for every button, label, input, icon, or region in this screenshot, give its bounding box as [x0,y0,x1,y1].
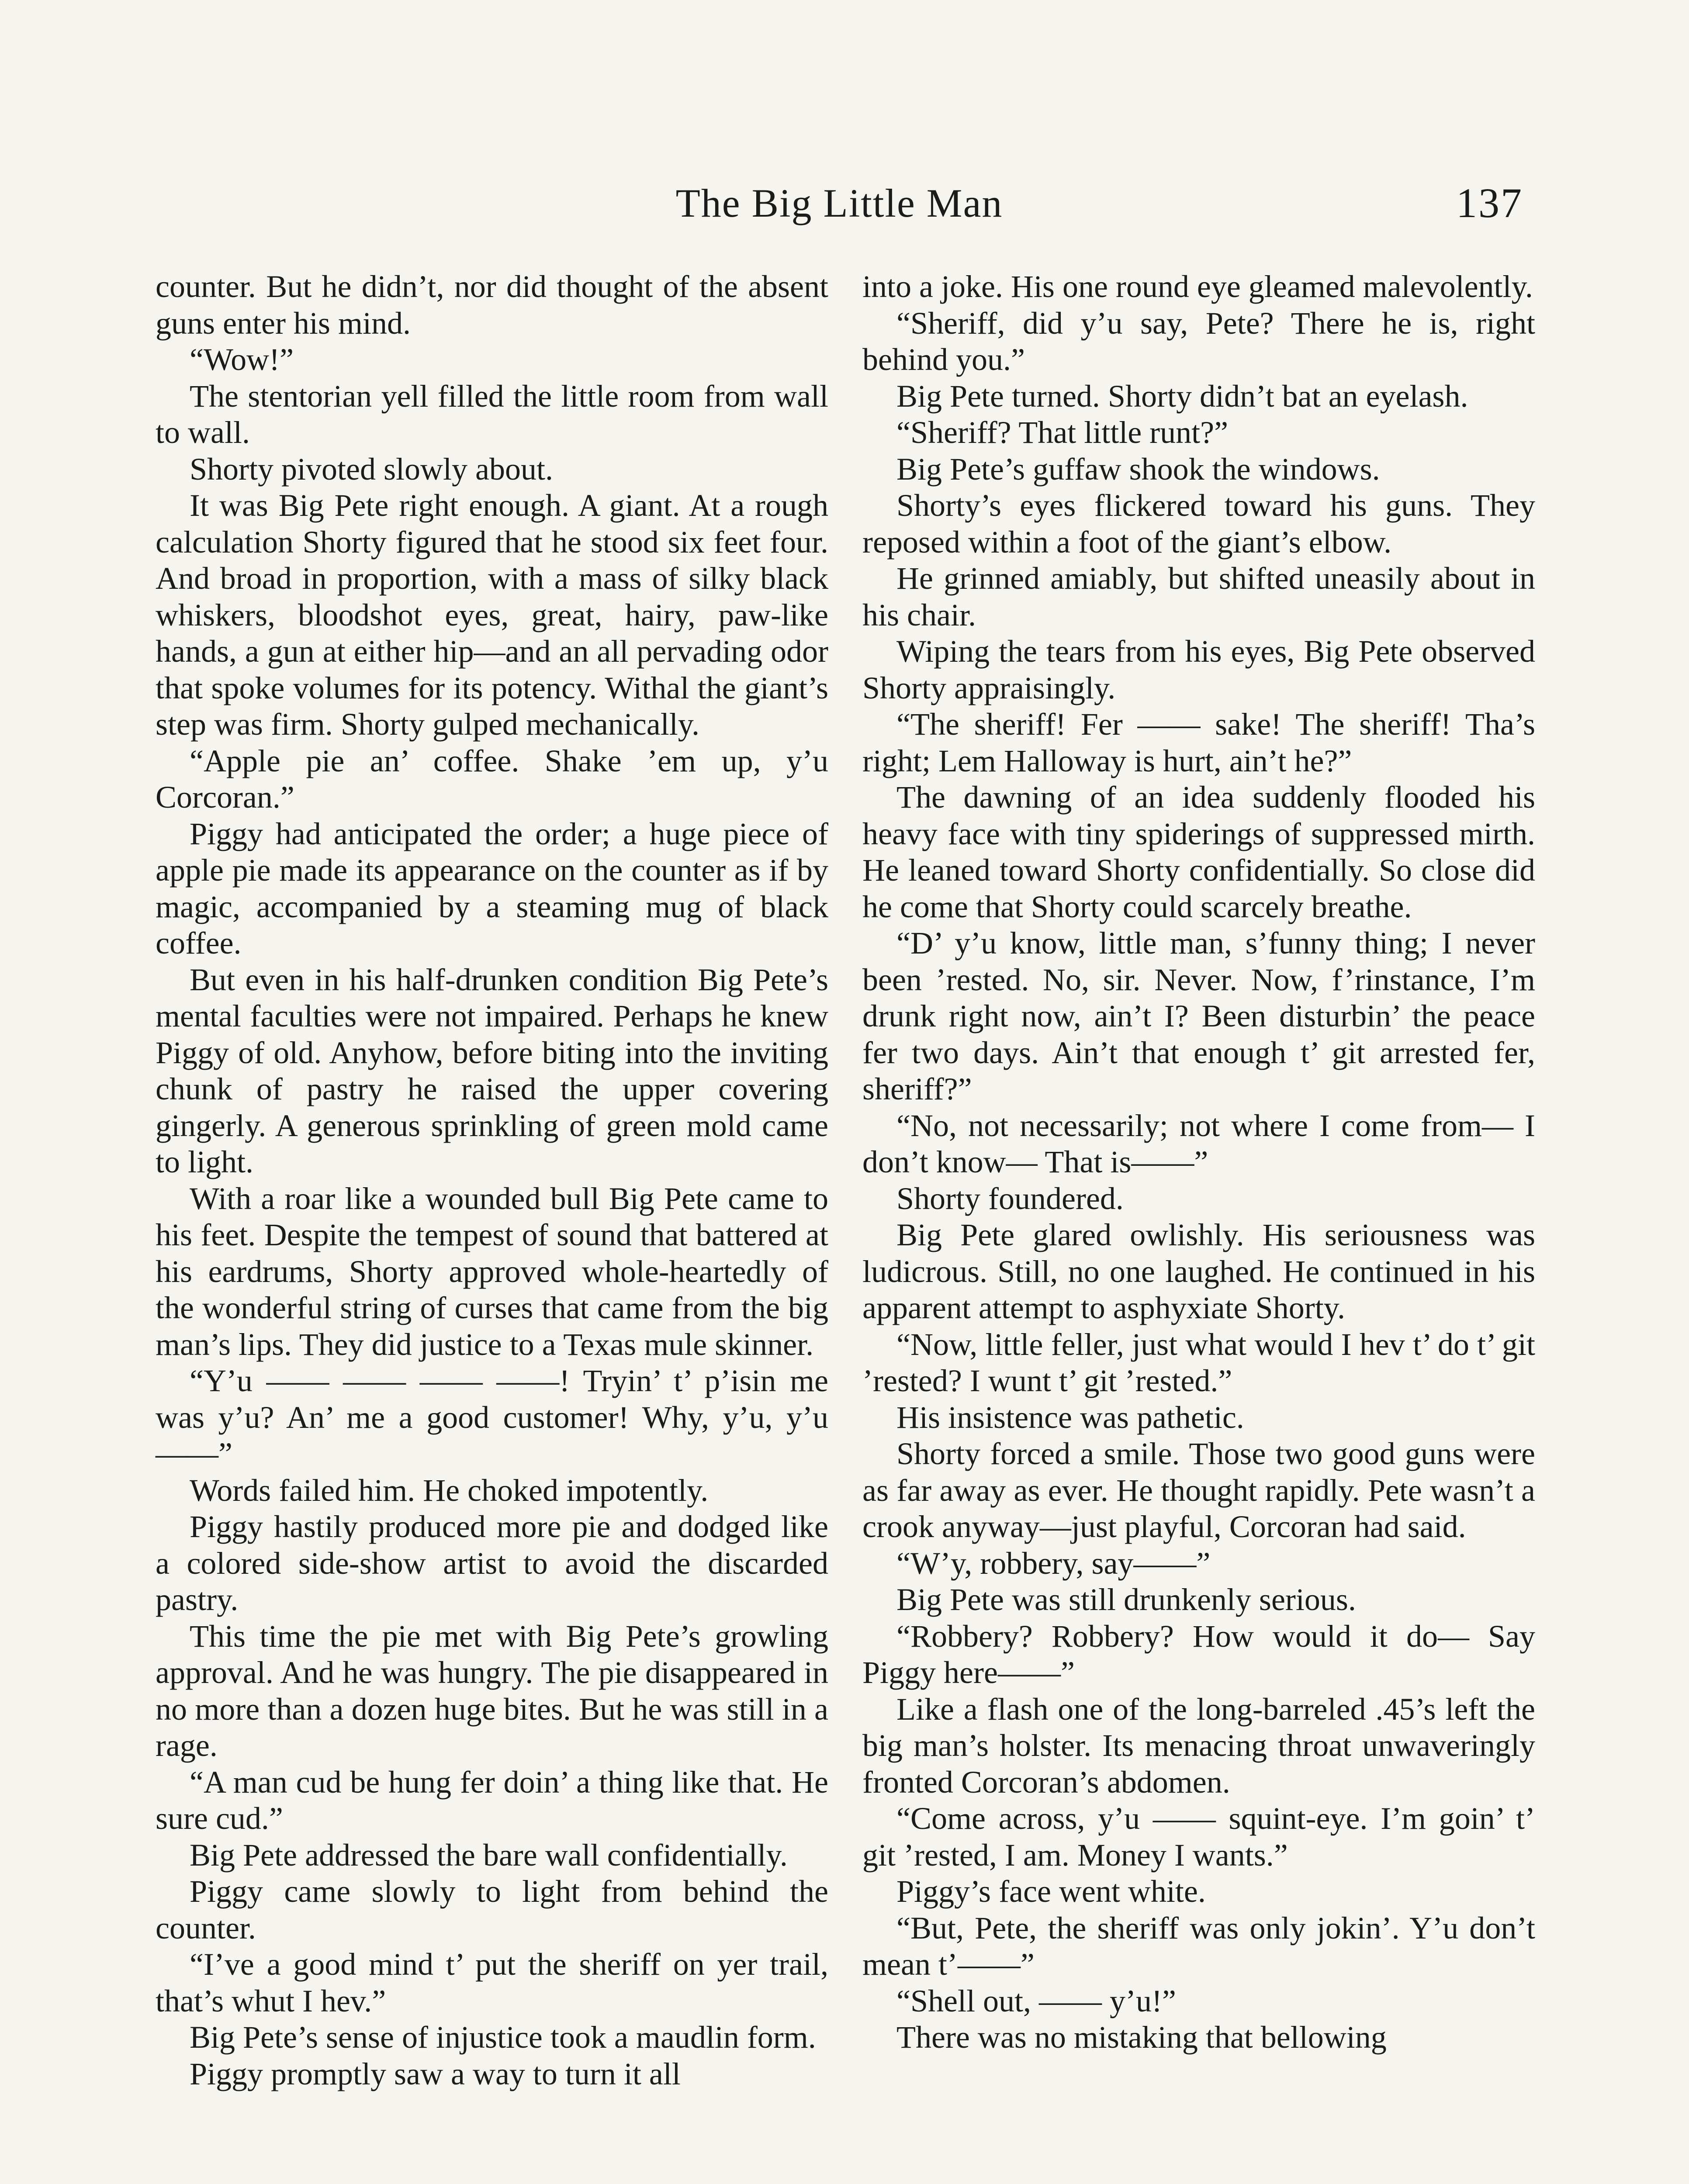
paragraph: “Y’u —— —— —— ——! Tryin’ t’ p’isin me was y’u? An’ me a good customer! Why, y’u, y’u——” [156,1363,828,1471]
paragraph: “Come across, y’u —— squint-eye. I’m goin’ t’ git ’rested, I am. Money I wants.” [862,1801,1535,1873]
paragraph: “Wow!” [190,342,294,377]
paragraph: Big Pete turned. Shorty didn’t bat an eyelash. [896,378,1468,414]
paragraph: Big Pete glared owlishly. His seriousness was ludicrous. Still, no one laughed. He continued in his apparent attempt to asphyxiate Shorty. [862,1217,1535,1325]
text-column-right [862,269,1535,2056]
paragraph: “Robbery? Robbery? How would it do— Say Piggy here——” [862,1618,1535,1690]
paragraph: “I’ve a good mind t’ put the sheriff on yer trail, that’s whut I hev.” [156,1947,828,2018]
paragraph: “Sheriff? That little runt?” [896,415,1229,450]
paragraph: Piggy promptly saw a way to turn it all [190,2056,681,2091]
paragraph: Big Pete addressed the bare wall confidentially. [190,1837,788,1873]
paragraph: Big Pete was still drunkenly serious. [896,1582,1356,1617]
paragraph: Shorty pivoted slowly about. [190,451,553,487]
running-title: The Big Little Man [675,181,1003,225]
paragraph: “Shell out, —— y’u!” [896,1983,1176,2018]
paragraph: Shorty forced a smile. Those two good guns were as far away as ever. He thought rapidly. Pete wasn’t a crook anyway—just playful, Corcoran had said. [862,1436,1535,1544]
paragraph: Big Pete’s guffaw shook the windows. [896,451,1380,487]
paragraph: “No, not necessarily; not where I come from— I don’t know— That is——” [862,1108,1535,1179]
paragraph: “A man cud be hung fer doin’ a thing like that. He sure cud.” [156,1764,828,1836]
paragraph: Piggy came slowly to light from behind the counter. [156,1874,828,1946]
paragraph: “D’ y’u know, little man, s’funny thing; I never been ’rested. No, sir. Never. Now, f’rinstance, I’m drunk right now, ain’t I? Been disturbin’ the peace fer two days. Ain’t that enough t’ git arrested fer, sheriff?” [862,926,1535,1106]
running-header [156,173,1523,234]
paragraph: Shorty foundered. [896,1181,1124,1216]
paragraph: “The sheriff! Fer —— sake! The sheriff! Tha’s right; Lem Halloway is hurt, ain’t he?” [862,707,1535,778]
paragraph: Like a flash one of the long-barreled .45’s left the big man’s holster. Its menacing throat unwaveringly fronted Corcoran’s abdomen. [862,1691,1535,1800]
paragraph: The dawning of an idea suddenly flooded his heavy face with tiny spiderings of suppressed mirth. He leaned toward Shorty confidentially. So close did he come that Shorty could scarcely breathe. [862,780,1535,924]
paragraph: into a joke. His one round eye gleamed malevolently. [862,269,1533,304]
paragraph: With a roar like a wounded bull Big Pete came to his feet. Despite the tempest of sound that battered at his eardrums, Shorty approved whole-heartedly of the wonderful string of curses that came from the big man’s lips. They did justice to a Texas mule skinner. [156,1181,828,1362]
paragraph: The stentorian yell filled the little room from wall to wall. [156,378,828,450]
paragraph: He grinned amiably, but shifted uneasily about in his chair. [862,561,1535,632]
paragraph: Piggy hastily produced more pie and dodged like a colored side-show artist to avoid the discarded pastry. [156,1509,828,1617]
page-number: 137 [1456,180,1523,226]
paragraph: counter. But he didn’t, nor did thought of the absent guns enter his mind. [156,269,828,341]
paragraph: “Now, little feller, just what would I hev t’ do t’ git ’rested? I wunt t’ git ’rested.” [862,1327,1535,1398]
paragraph: Piggy had anticipated the order; a huge piece of apple pie made its appearance on the counter as if by magic, accompanied by a steaming mug of black coffee. [156,816,828,961]
paragraph: Words failed him. He choked impotently. [190,1472,709,1508]
paragraph: “But, Pete, the sheriff was only jokin’. Y’u don’t mean t’——” [862,1910,1535,1982]
paragraph: “Sheriff, did y’u say, Pete? There he is, right behind you.” [862,305,1535,377]
paragraph: Piggy’s face went white. [896,1874,1206,1909]
paragraph: Shorty’s eyes flickered toward his guns. They reposed within a foot of the giant’s elbow. [862,488,1535,560]
paragraph: Wiping the tears from his eyes, Big Pete observed Shorty appraisingly. [862,634,1535,705]
paragraph: But even in his half-drunken condition Big Pete’s mental faculties were not impaired. Perhaps he knew Piggy of old. Anyhow, before biting into the inviting chunk of pastry he raised the upper covering gingerly. A generous sprinkling of green mold came to light. [156,962,828,1179]
text-column-left [156,269,828,2092]
paragraph: There was no mistaking that bellowing [896,2020,1387,2055]
paragraph: His insistence was pathetic. [896,1400,1244,1435]
paragraph: Big Pete’s sense of injustice took a maudlin form. [190,2020,816,2055]
paragraph: It was Big Pete right enough. A giant. At a rough calculation Shorty figured that he stood six feet four. And broad in proportion, with a mass of silky black whiskers, bloodshot eyes, great, hairy, paw-like hands, a gun at either hip—and an all pervading odor that spoke volumes for its potency. Withal the giant’s step was firm. Shorty gulped mechanically. [156,488,828,742]
paragraph: This time the pie met with Big Pete’s growling approval. And he was hungry. The pie disappeared in no more than a dozen huge bites. But he was still in a rage. [156,1618,828,1763]
paragraph: “W’y, robbery, say——” [896,1545,1211,1581]
paragraph: “Apple pie an’ coffee. Shake ’em up, y’u Corcoran.” [156,743,828,815]
